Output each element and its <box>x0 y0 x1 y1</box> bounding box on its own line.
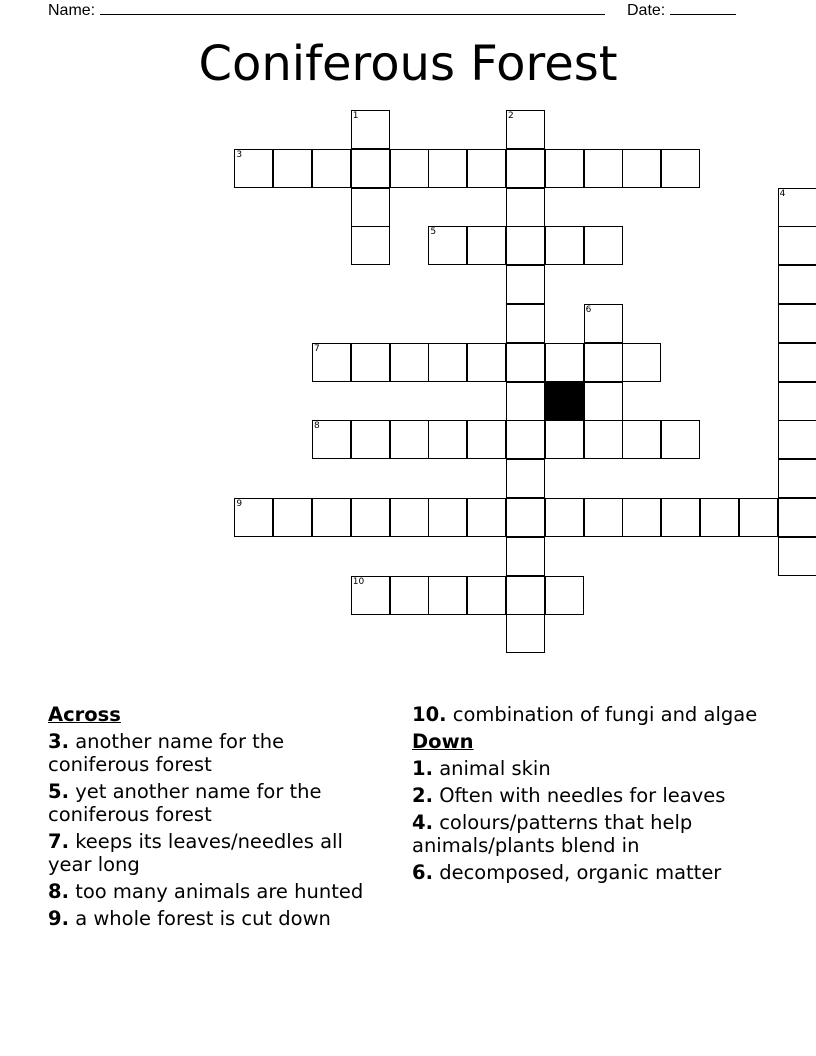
clue-number-label: 4 <box>779 188 786 199</box>
clue-text: Often with needles for leaves <box>439 784 726 807</box>
grid-cell[interactable] <box>506 420 545 459</box>
grid-cell[interactable] <box>234 149 273 188</box>
clues-column-left <box>48 703 388 934</box>
grid-cell[interactable] <box>778 265 816 304</box>
clue-down <box>412 784 772 807</box>
grid-cell[interactable] <box>545 149 584 188</box>
grid-cell[interactable] <box>739 498 778 537</box>
grid-cell[interactable] <box>351 149 390 188</box>
clue-number-label: 2 <box>508 111 514 121</box>
clue-text: animal skin <box>439 757 551 780</box>
grid-cell[interactable] <box>273 149 312 188</box>
clues-column-right <box>412 703 772 888</box>
grid-cell[interactable] <box>506 576 545 615</box>
grid-cell[interactable] <box>661 149 700 188</box>
grid-cell[interactable] <box>506 459 545 498</box>
clue-number-label: 1 <box>352 111 359 121</box>
clue-text: decomposed, organic matter <box>439 861 722 884</box>
grid-cell[interactable] <box>622 498 661 537</box>
clue-number: 7. <box>48 830 69 853</box>
grid-cell[interactable] <box>661 498 700 537</box>
date-label: Date: <box>627 2 666 19</box>
grid-block-cell <box>545 382 584 421</box>
clue-text: a whole forest is cut down <box>75 907 331 930</box>
grid-cell[interactable] <box>428 576 467 615</box>
grid-cell[interactable] <box>467 498 506 537</box>
grid-cell[interactable] <box>506 304 545 343</box>
grid-cell[interactable] <box>506 537 545 576</box>
grid-cell[interactable] <box>622 420 661 459</box>
clue-text: combination of fungi and algae <box>452 703 758 726</box>
grid-cell[interactable] <box>778 304 816 343</box>
grid-cell[interactable] <box>467 226 506 265</box>
grid-cell[interactable] <box>584 149 623 188</box>
clue-number: 5. <box>48 780 69 803</box>
clue-number-label: 8 <box>314 421 320 432</box>
grid-cell[interactable] <box>312 420 351 459</box>
grid-cell[interactable] <box>428 420 467 459</box>
grid-cell[interactable] <box>390 576 429 615</box>
grid-cell[interactable] <box>312 149 351 188</box>
grid-cell[interactable] <box>390 343 429 382</box>
grid-cell[interactable] <box>351 498 390 537</box>
clue-number: 10. <box>412 703 447 726</box>
grid-cell[interactable] <box>622 149 661 188</box>
grid-cell[interactable] <box>506 188 545 227</box>
grid-cell[interactable] <box>506 110 545 149</box>
grid-cell[interactable] <box>506 382 545 421</box>
clue-text: yet another name for the coniferous forest <box>48 780 322 826</box>
clue-number: 9. <box>48 907 69 930</box>
grid-cell[interactable] <box>584 343 623 382</box>
clue-number-label: 7 <box>314 343 320 354</box>
clue-across <box>48 830 388 876</box>
clue-text: colours/patterns that help animals/plants blend in <box>412 811 693 857</box>
grid-cell[interactable] <box>778 537 816 576</box>
grid-cell[interactable] <box>390 498 429 537</box>
grid-cell[interactable] <box>428 343 467 382</box>
grid-cell[interactable] <box>584 226 623 265</box>
clue-across <box>48 880 388 903</box>
clue-across <box>48 730 388 776</box>
grid-cell[interactable] <box>351 226 390 265</box>
grid-cell[interactable] <box>778 226 816 265</box>
grid-cell[interactable] <box>351 576 390 615</box>
grid-cell[interactable] <box>584 304 623 343</box>
grid-cell[interactable] <box>312 498 351 537</box>
grid-cell[interactable] <box>778 343 816 382</box>
grid-cell[interactable] <box>467 576 506 615</box>
grid-cell[interactable] <box>312 343 351 382</box>
grid-cell[interactable] <box>467 149 506 188</box>
grid-cell[interactable] <box>506 614 545 653</box>
grid-cell[interactable] <box>467 343 506 382</box>
grid-cell[interactable] <box>506 149 545 188</box>
grid-cell[interactable] <box>506 498 545 537</box>
clue-across <box>48 907 388 930</box>
grid-cell[interactable] <box>351 110 390 149</box>
grid-cell[interactable] <box>467 420 506 459</box>
grid-cell[interactable] <box>506 265 545 304</box>
clue-across <box>48 780 388 826</box>
grid-cell[interactable] <box>428 226 467 265</box>
grid-cell[interactable] <box>778 188 816 227</box>
grid-cell[interactable] <box>234 498 273 537</box>
grid-cell[interactable] <box>700 498 739 537</box>
clue-number: 1. <box>412 757 433 780</box>
clue-number-label: 6 <box>585 305 592 315</box>
grid-cell[interactable] <box>351 420 390 459</box>
clue-text: another name for the coniferous forest <box>48 730 285 776</box>
grid-cell[interactable] <box>584 420 623 459</box>
clue-number: 4. <box>412 811 433 834</box>
clue-text: too many animals are hunted <box>75 880 364 903</box>
grid-cell[interactable] <box>584 498 623 537</box>
clue-across <box>412 703 772 726</box>
grid-cell[interactable] <box>390 420 429 459</box>
grid-cell[interactable] <box>273 498 312 537</box>
clue-number-label: 5 <box>430 227 437 238</box>
clue-number: 3. <box>48 730 69 753</box>
grid-cell[interactable] <box>778 459 816 498</box>
grid-cell[interactable] <box>661 420 700 459</box>
grid-cell[interactable] <box>545 498 584 537</box>
grid-cell[interactable] <box>506 343 545 382</box>
clue-number-label: 10 <box>352 576 365 587</box>
clue-down <box>412 757 772 780</box>
grid-cell[interactable] <box>545 576 584 615</box>
clue-down <box>412 861 772 884</box>
clue-number: 8. <box>48 880 69 903</box>
grid-cell[interactable] <box>428 498 467 537</box>
clue-down <box>412 811 772 857</box>
grid-cell[interactable] <box>622 343 661 382</box>
grid-cell[interactable] <box>778 382 816 421</box>
grid-cell[interactable] <box>506 226 545 265</box>
page-title: Coniferous Forest <box>198 36 618 92</box>
clue-number-label: 3 <box>236 149 243 160</box>
name-label: Name: <box>48 2 96 19</box>
clue-number: 2. <box>412 784 433 807</box>
grid-cell[interactable] <box>545 343 584 382</box>
clue-number: 6. <box>412 861 433 884</box>
down-heading: Down <box>412 730 474 753</box>
grid-cell[interactable] <box>351 343 390 382</box>
across-heading: Across <box>48 703 121 726</box>
clue-text: keeps its leaves/needles all year long <box>48 830 343 876</box>
grid-cell[interactable] <box>390 149 429 188</box>
grid-cell[interactable] <box>428 149 467 188</box>
grid-cell[interactable] <box>778 420 816 459</box>
grid-cell[interactable] <box>545 420 584 459</box>
grid-cell[interactable] <box>778 498 816 537</box>
grid-cell[interactable] <box>584 382 623 421</box>
grid-cell[interactable] <box>351 188 390 227</box>
clue-number-label: 9 <box>236 499 243 509</box>
grid-cell[interactable] <box>545 226 584 265</box>
